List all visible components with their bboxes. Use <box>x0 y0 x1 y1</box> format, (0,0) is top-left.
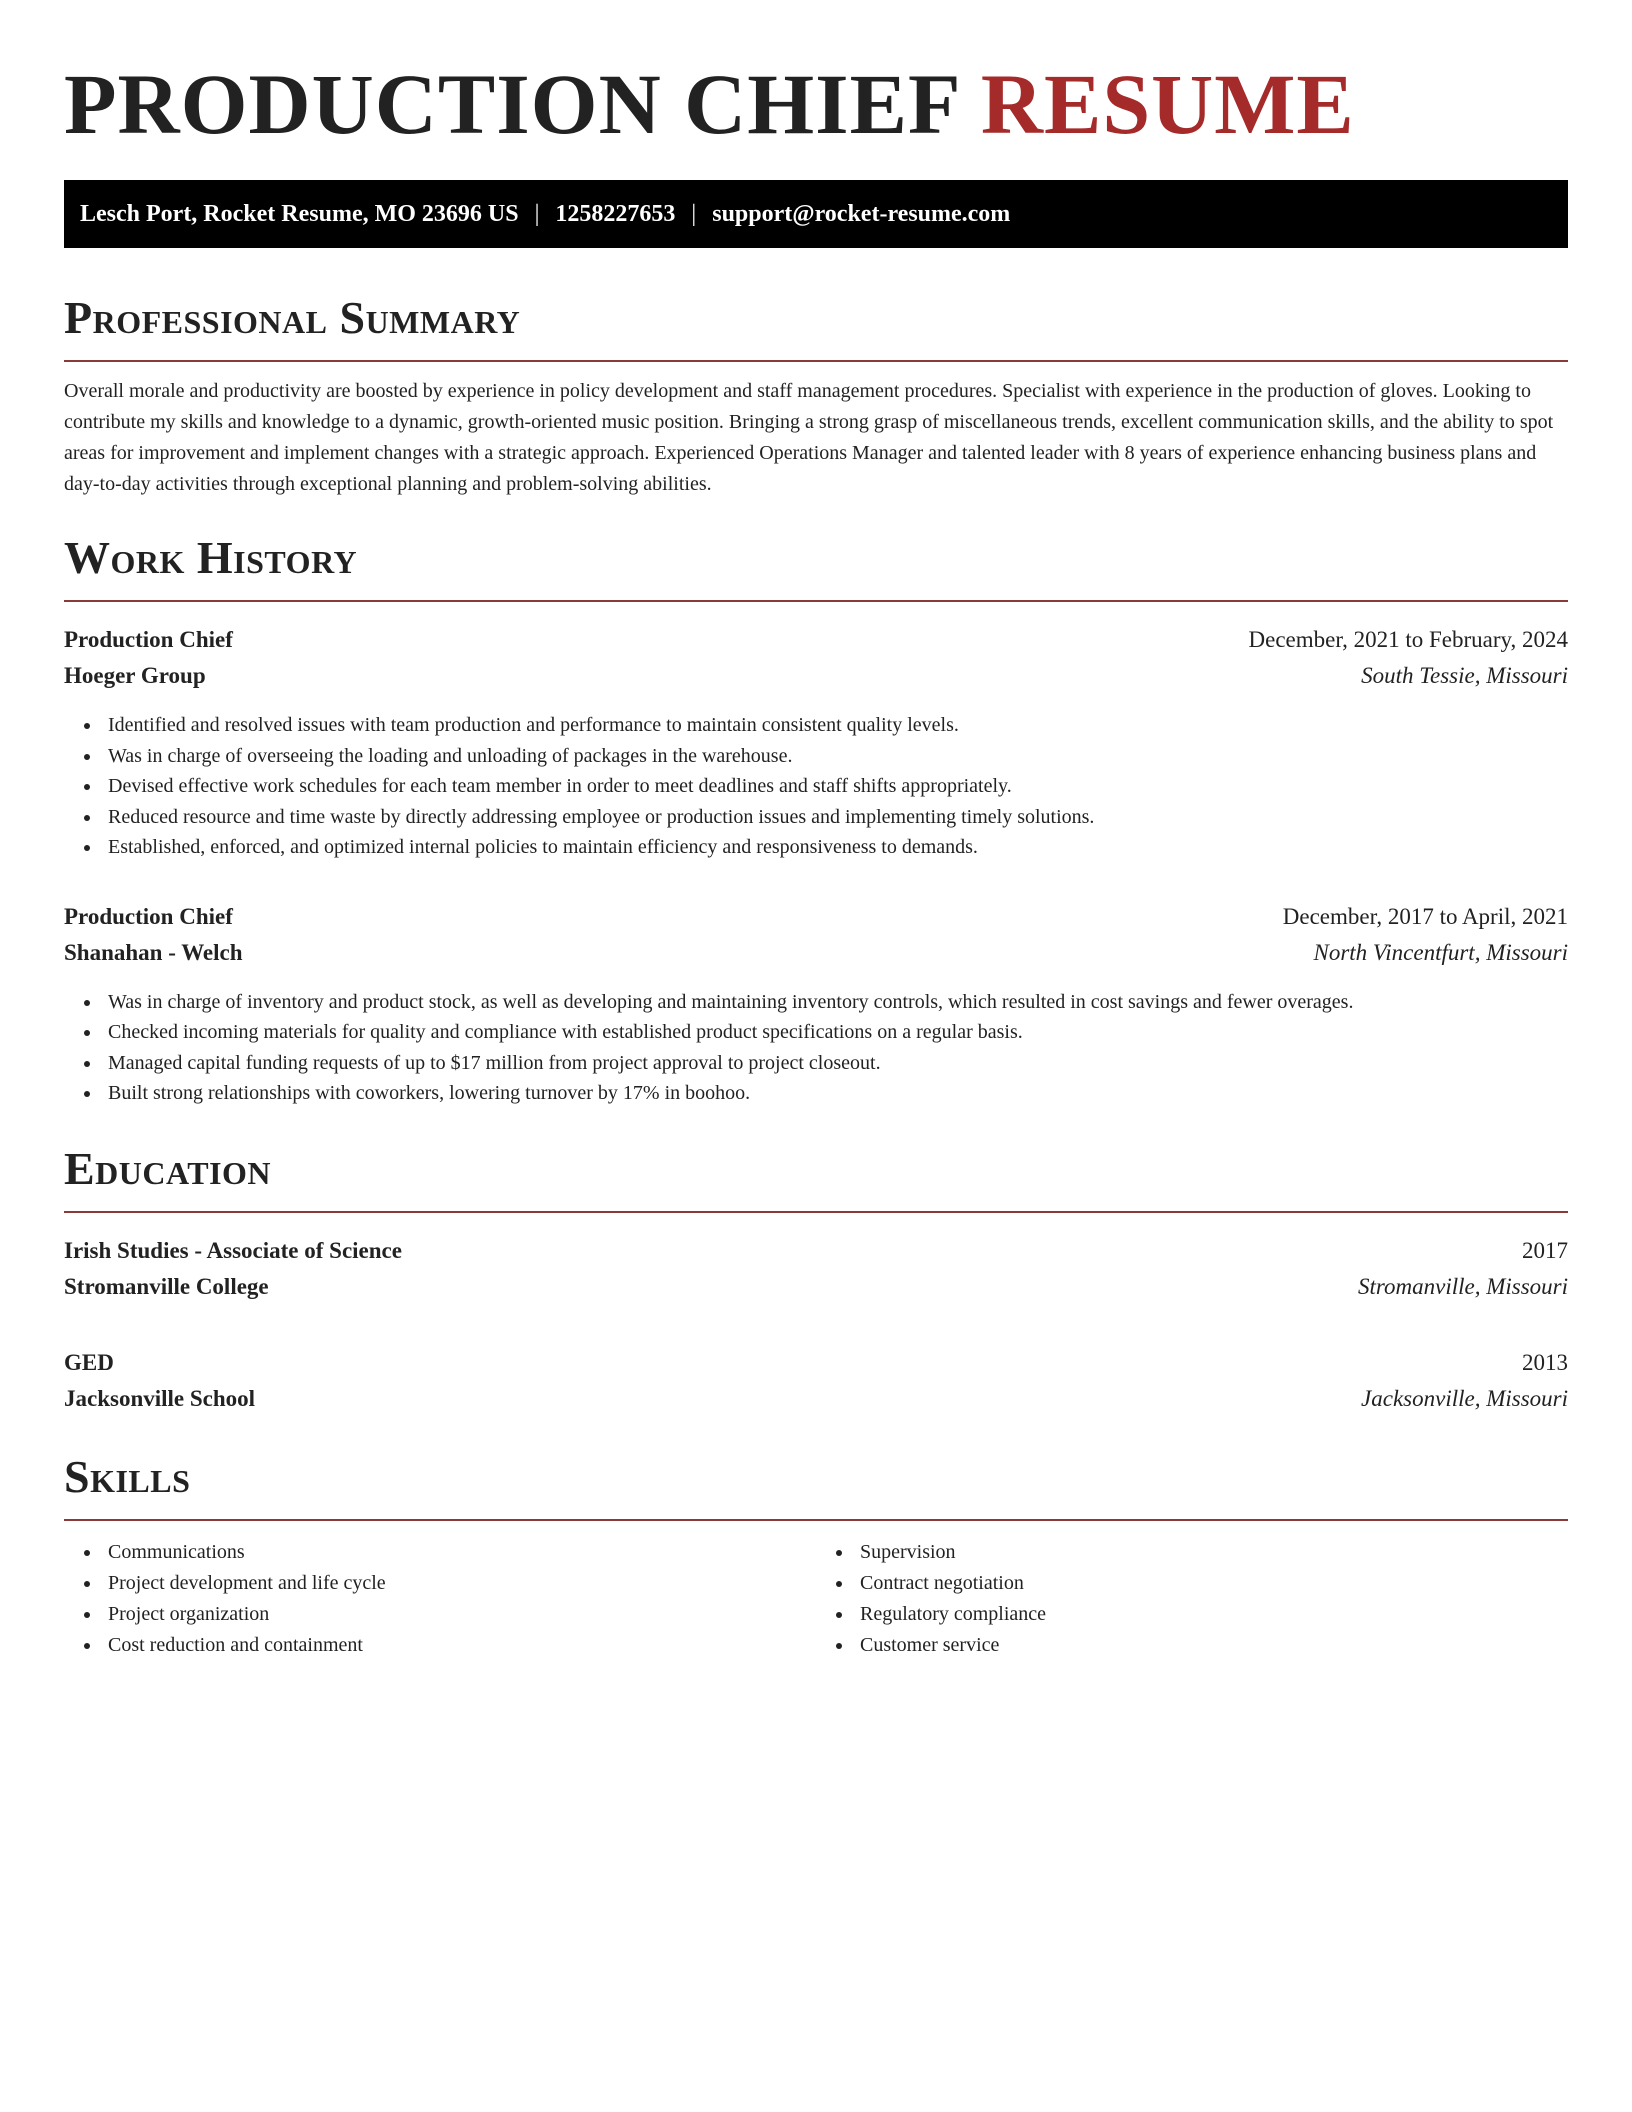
job-bullets <box>64 987 1568 1109</box>
section-divider <box>64 360 1568 362</box>
job-dates: December, 2021 to February, 2024 <box>1248 627 1568 652</box>
job-bullet: Managed capital funding requests of up to $17 million from project approval to project closeout. <box>108 1048 1568 1079</box>
skill-item: Communications <box>108 1537 816 1568</box>
education-section <box>64 1143 1568 1417</box>
section-heading-work: Work History <box>64 532 358 583</box>
skill-item: Project development and life cycle <box>108 1568 816 1599</box>
job-bullet: Built strong relationships with coworkers, lowering turnover by 17% in boohoo. <box>108 1078 1568 1109</box>
contact-email: support@rocket-resume.com <box>712 200 1011 227</box>
skills-list-left <box>64 1537 816 1661</box>
resume-title <box>64 0 1568 152</box>
job-bullet: Identified and resolved issues with team production and performance to maintain consistent quality levels. <box>108 710 1568 741</box>
contact-bar <box>64 180 1568 248</box>
title-job: PRODUCTION CHIEF <box>64 56 959 152</box>
education-location: Stromanville, Missouri <box>1358 1273 1568 1299</box>
section-divider <box>64 1211 1568 1213</box>
contact-address: Lesch Port, Rocket Resume, MO 23696 US <box>80 200 519 227</box>
job-company: Shanahan - Welch <box>64 939 243 965</box>
education-school: Stromanville College <box>64 1273 269 1299</box>
job-dates: December, 2017 to April, 2021 <box>1282 903 1568 929</box>
job-title: Production Chief <box>64 903 233 929</box>
skill-item: Cost reduction and containment <box>108 1630 816 1661</box>
job-location: South Tessie, Missouri <box>1361 663 1568 688</box>
work-history-section <box>64 532 1568 1109</box>
skill-item: Project organization <box>108 1599 816 1630</box>
title-resume-word: RESUME <box>980 56 1355 152</box>
job-title: Production Chief <box>64 627 233 652</box>
education-year: 2017 <box>1522 1237 1568 1263</box>
job-entry <box>64 622 1568 863</box>
summary-text: Overall morale and productivity are boosted by experience in policy development and staff management procedures. Specialist with experience in the production of gloves. Looking to contribute my skills and knowledge to a dynamic, growth-oriented music position. Bringing a strong grasp of miscellaneous trends, excellent communication skills, and the ability to spot areas for improvement and implement changes with a strategic approach. Experienced Operations Manager and talented leader with 8 years of experience enhancing business plans and day-to-day activities through exceptional planning and problem-solving abilities. <box>64 380 1554 495</box>
job-bullet: Was in charge of overseeing the loading and unloading of packages in the warehouse. <box>108 741 1568 772</box>
education-degree: Irish Studies - Associate of Science <box>64 1237 402 1263</box>
section-divider <box>64 1519 1568 1521</box>
skill-item: Regulatory compliance <box>860 1599 1568 1630</box>
job-bullet: Devised effective work schedules for each team member in order to meet deadlines and staff shifts appropriately. <box>108 771 1568 802</box>
education-entry <box>64 1345 1568 1417</box>
skills-columns <box>64 1537 1568 1661</box>
skills-section <box>64 1451 1568 1661</box>
job-company: Hoeger Group <box>64 663 206 688</box>
education-year: 2013 <box>1522 1349 1568 1375</box>
skill-item: Customer service <box>860 1630 1568 1661</box>
section-heading-summary: Professional Summary <box>64 292 521 343</box>
section-divider <box>64 600 1568 602</box>
contact-phone: 1258227653 <box>555 200 676 227</box>
job-bullets <box>64 710 1568 863</box>
contact-separator: | <box>691 200 697 227</box>
contact-separator: | <box>534 200 540 227</box>
education-school: Jacksonville School <box>64 1385 256 1411</box>
education-location: Jacksonville, Missouri <box>1361 1385 1568 1411</box>
job-location: North Vincentfurt, Missouri <box>1313 939 1568 965</box>
job-entry <box>64 899 1568 1109</box>
skill-item: Supervision <box>860 1537 1568 1568</box>
job-bullet: Was in charge of inventory and product stock, as well as developing and maintaining inventory controls, which resulted in cost savings and fewer overages. <box>108 987 1568 1018</box>
skill-item: Contract negotiation <box>860 1568 1568 1599</box>
section-heading-skills: Skills <box>64 1450 191 1502</box>
job-bullet: Reduced resource and time waste by directly addressing employee or production issues and implementing timely solutions. <box>108 802 1568 833</box>
education-entry <box>64 1233 1568 1305</box>
section-heading-education: Education <box>64 1142 272 1194</box>
summary-section <box>64 292 1568 500</box>
job-bullet: Established, enforced, and optimized internal policies to maintain efficiency and responsiveness to demands. <box>108 832 1568 863</box>
skills-list-right <box>816 1537 1568 1661</box>
job-bullet: Checked incoming materials for quality and compliance with established product specifications on a regular basis. <box>108 1017 1568 1048</box>
education-degree: GED <box>64 1349 114 1375</box>
